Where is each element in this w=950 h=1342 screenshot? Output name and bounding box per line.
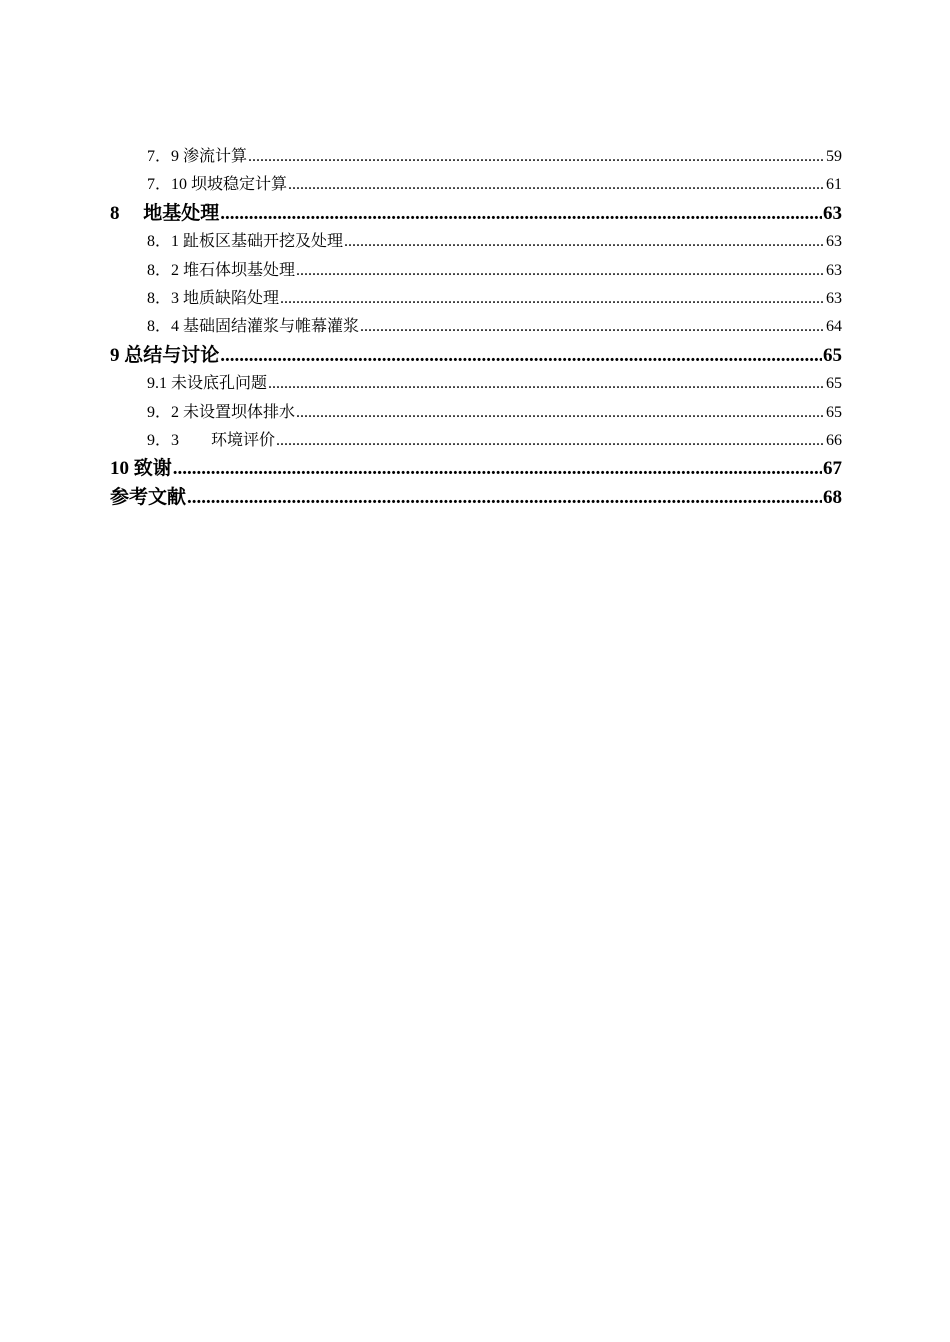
table-of-contents [110,143,842,512]
toc-entry[interactable] [110,427,842,455]
toc-chapter-entry[interactable] [110,455,842,483]
toc-entry-page: 63 [826,233,842,251]
toc-dot-leader [268,370,825,398]
toc-chapter-page: 67 [823,458,842,480]
toc-entry[interactable] [110,143,842,171]
toc-entry-title: 7．10 坝坡稳定计算 [147,176,288,194]
toc-entry-page: 63 [826,261,842,279]
toc-entry-page: 59 [826,148,842,165]
toc-dot-leader [360,313,825,341]
toc-entry-page: 65 [826,375,842,393]
toc-entry[interactable] [110,171,842,199]
toc-chapter-entry[interactable] [110,342,842,370]
toc-dot-leader [220,342,822,370]
toc-entry-page: 63 [826,289,842,307]
toc-entry-title: 9.1 未设底孔问题 [147,375,268,393]
toc-dot-leader [187,484,822,512]
toc-entry[interactable] [110,228,842,256]
toc-dot-leader [296,257,825,285]
toc-entry-page: 66 [826,431,842,449]
toc-entry-page: 64 [826,318,842,336]
toc-chapter-entry[interactable] [110,200,842,228]
toc-dot-leader [344,228,825,256]
toc-chapter-title: 8 地基处理 [110,202,220,224]
toc-chapter-page: 65 [823,344,842,366]
toc-entry-title: 9．2 未设置坝体排水 [147,403,296,421]
toc-entry-title: 8．4 基础固结灌浆与帷幕灌浆 [147,318,360,336]
toc-entry[interactable] [110,285,842,313]
toc-entry-page: 61 [826,176,842,194]
toc-entry-title: 8．3 地质缺陷处理 [147,289,280,307]
toc-dot-leader [220,200,822,228]
toc-chapter-title: 参考文献 [110,486,187,508]
toc-entry[interactable] [110,399,842,427]
toc-chapter-page: 68 [823,486,842,508]
toc-dot-leader [248,143,825,171]
toc-entry-title: 7．9 渗流计算 [147,148,248,165]
toc-dot-leader [288,171,825,199]
toc-dot-leader [280,285,825,313]
toc-dot-leader [173,455,822,483]
toc-chapter-page: 63 [823,202,842,224]
toc-entry-title: 8．2 堆石体坝基处理 [147,261,296,279]
toc-chapter-title: 9 总结与讨论 [110,344,220,366]
toc-entry[interactable] [110,257,842,285]
toc-entry[interactable] [110,313,842,341]
toc-entry-page: 65 [826,403,842,421]
toc-chapter-entry[interactable] [110,484,842,512]
toc-dot-leader [296,399,825,427]
toc-entry-title: 8．1 趾板区基础开挖及处理 [147,233,344,251]
toc-dot-leader [276,427,825,455]
toc-entry[interactable] [110,370,842,398]
toc-chapter-title: 10 致谢 [110,458,172,480]
toc-entry-title: 9．3 环境评价 [147,431,276,449]
